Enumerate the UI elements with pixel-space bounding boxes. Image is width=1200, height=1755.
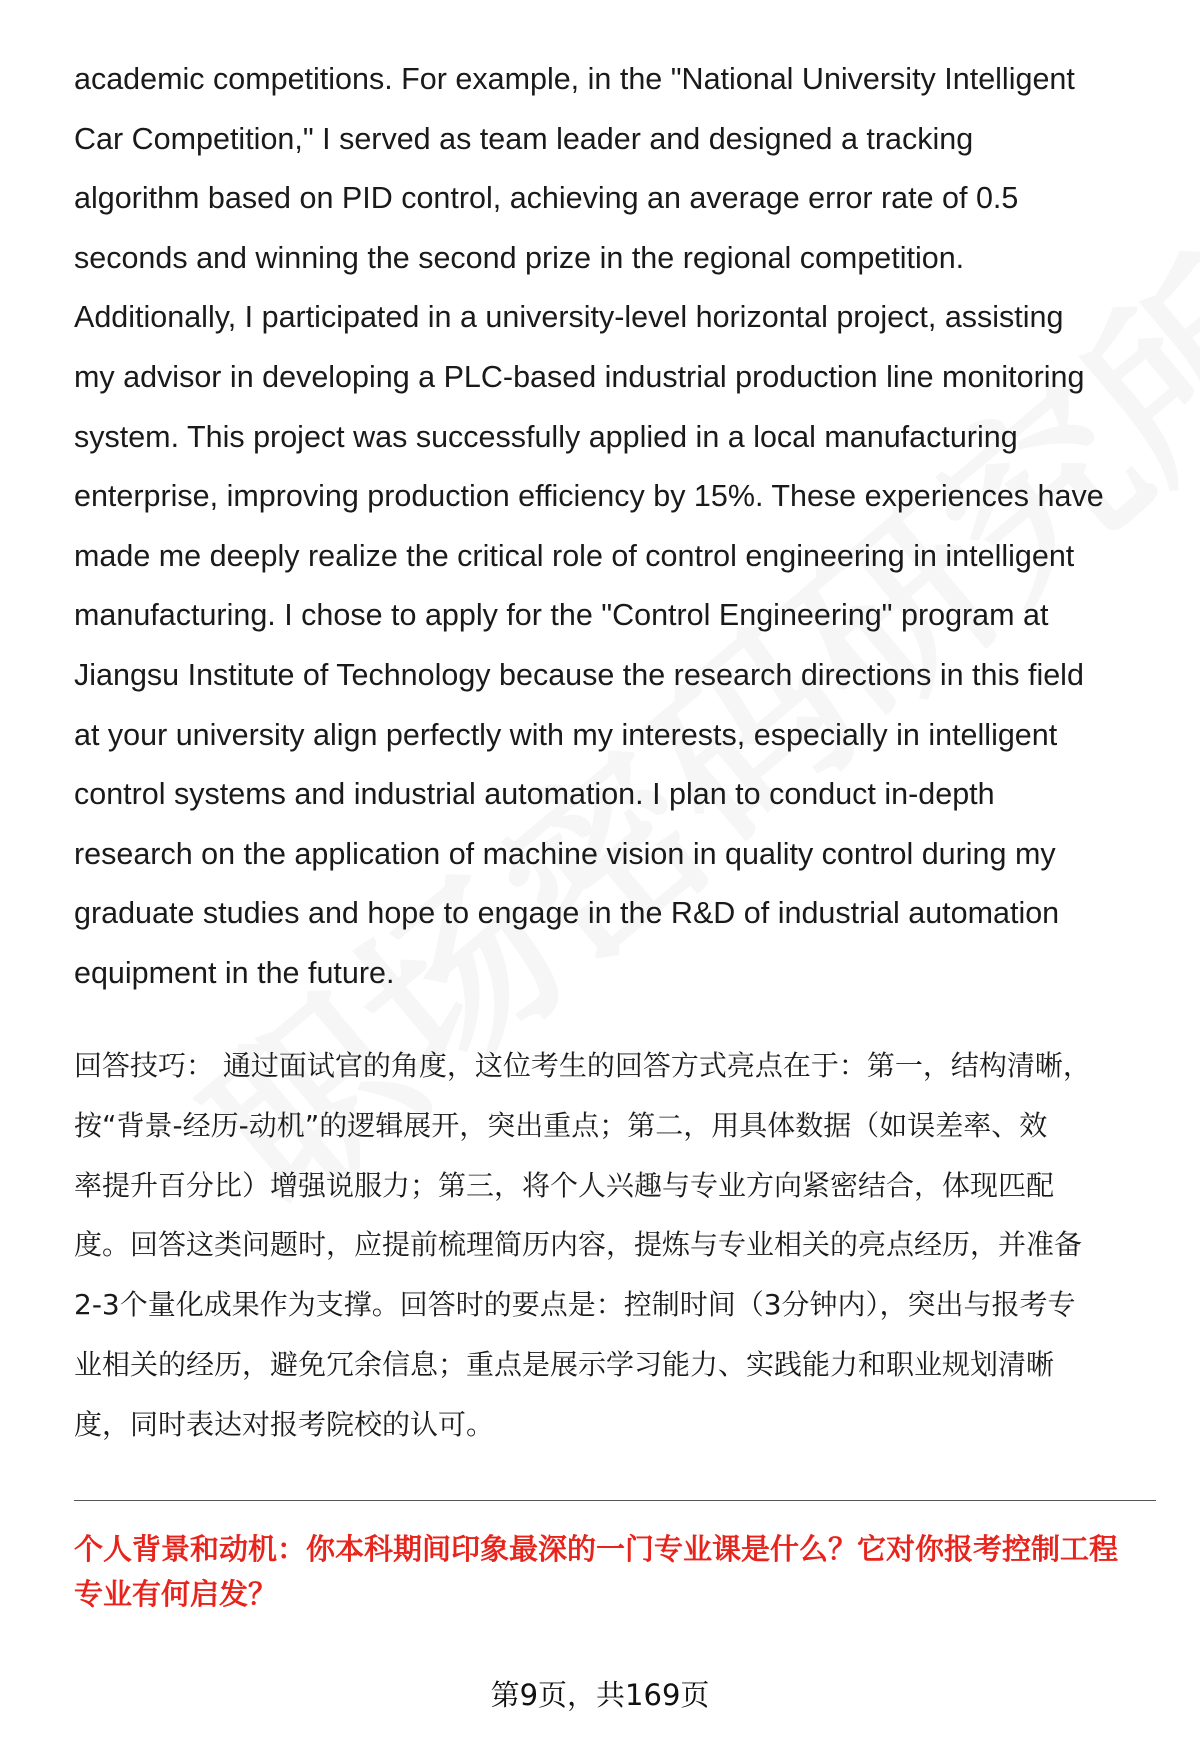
question-line: 个人背景和动机：你本科期间印象最深的一门专业课是什么？它对你报考控制工程 [74, 1532, 1119, 1566]
section-divider [74, 1500, 1156, 1501]
answer-line: made me deeply realize the critical role of control engineering in intelligent [74, 538, 1075, 573]
answer-line: graduate studies and hope to engage in the R&D of industrial automation [74, 896, 1060, 931]
answer-line: Car Competition," I served as team leader and designed a tracking [74, 121, 974, 156]
answer-line: algorithm based on PID control, achieving an average error rate of 0.5 [74, 181, 1019, 216]
tips-line: 度，同时表达对报考院校的认可。 [74, 1407, 495, 1441]
answer-line: academic competitions. For example, in the "National University Intelligent [74, 62, 1075, 96]
answer-line: at your university align perfectly with my interests, especially in intelligent [74, 717, 1058, 752]
answer-tips [74, 1036, 1164, 1455]
next-question-heading [74, 1527, 1164, 1617]
answer-line: my advisor in developing a PLC-based industrial production line monitoring [74, 359, 1085, 394]
answer-line: equipment in the future. [74, 955, 395, 990]
answer-line: enterprise, improving production efficiency by 15%. These experiences have [74, 479, 1104, 514]
answer-line: seconds and winning the second prize in the regional competition. [74, 240, 965, 275]
tips-line: 2-3个量化成果作为支撑。回答时的要点是：控制时间（3分钟内），突出与报考专 [74, 1288, 1076, 1322]
answer-line: Additionally, I participated in a university-level horizontal project, assisting [74, 300, 1064, 335]
answer-line: system. This project was successfully applied in a local manufacturing [74, 419, 1018, 454]
page-number: 第9页，共169页 [490, 1678, 710, 1712]
answer-paragraph [74, 50, 1164, 1004]
tips-line: 按“背景-经历-动机”的逻辑展开，突出重点；第二，用具体数据（如误差率、效 [74, 1108, 1048, 1142]
answer-line: control systems and industrial automation. I plan to conduct in-depth [74, 777, 995, 812]
question-line: 专业有何启发？ [74, 1577, 278, 1611]
tips-line: 度。回答这类问题时，应提前梳理简历内容，提炼与专业相关的亮点经历，并准备 [74, 1228, 1083, 1262]
tips-line: 回答技巧： 通过面试官的角度，这位考生的回答方式亮点在于：第一，结构清晰， [74, 1049, 1091, 1082]
tips-line: 业相关的经历，避免冗余信息；重点是展示学习能力、实践能力和职业规划清晰 [74, 1347, 1055, 1381]
answer-line: manufacturing. I chose to apply for the "Control Engineering" program at [74, 598, 1049, 633]
answer-line: Jiangsu Institute of Technology because the research directions in this field [74, 657, 1084, 692]
tips-line: 率提升百分比）增强说服力；第三，将个人兴趣与专业方向紧密结合，体现匹配 [74, 1168, 1055, 1202]
answer-line: research on the application of machine vision in quality control during my [74, 836, 1056, 871]
